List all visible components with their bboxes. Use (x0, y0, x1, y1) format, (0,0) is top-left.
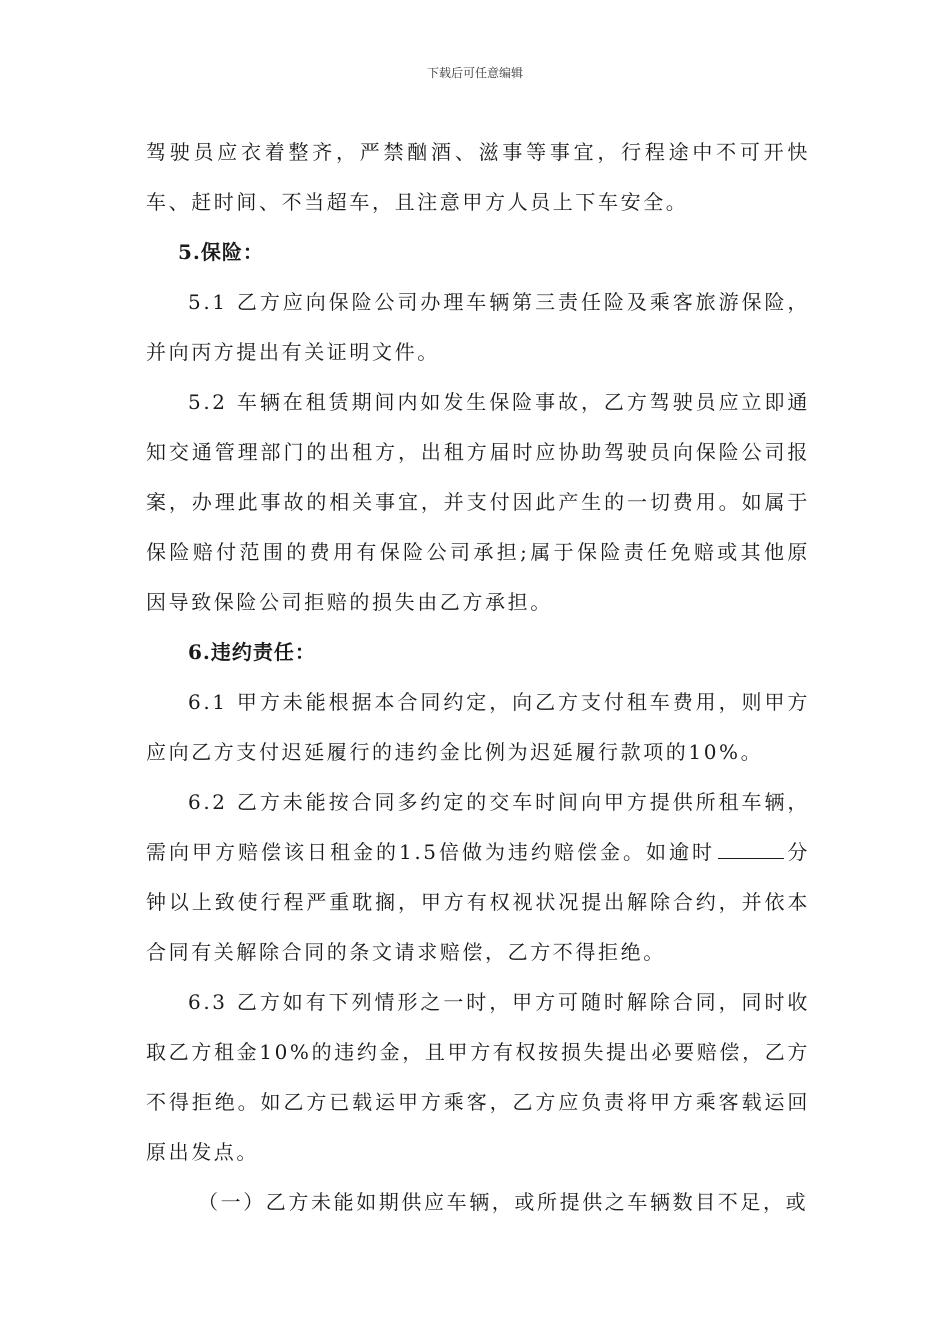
paragraph-6-1: 6.1 甲方未能根据本合同约定，向乙方支付租车费用，则甲方应向乙方支付迟延履行的违约金比例为迟延履行款项的10%。 (146, 690, 810, 764)
list-item-1: （一）乙方未能如期供应车辆，或所提供之车辆数目不足，或 (198, 1190, 809, 1214)
section-heading-insurance: 5.保险： (178, 240, 264, 264)
paragraph-6-3: 6.3 乙方如有下列情形之一时，甲方可随时解除合同，同时收取乙方租金10%的违约金，且甲方有权按损失提出必要赔偿，乙方不得拒绝。如乙方已载运甲方乘客，乙方应负责将甲方乘客载运回原出发点。 (146, 990, 810, 1164)
paragraph-5-1: 5.1 乙方应向保险公司办理车辆第三责任险及乘客旅游保险，并向丙方提出有关证明文件。 (146, 290, 810, 364)
paragraph-5-2: 5.2 车辆在租赁期间内如发生保险事故，乙方驾驶员应立即通知交通管理部门的出租方，出租方届时应协助驾驶员向保险公司报案，办理此事故的相关事宜，并支付因此产生的一切费用。如属于保险赔付范围的费用有保险公司承担;属于保险责任免赔或其他原因导致保险公司拒赔的损失由乙方承担。 (146, 390, 810, 614)
paragraph-6-2-part-a: 6.2 乙方未能按合同多约定的交车时间向甲方提供所租车辆，需向甲方赔偿该日租金的1.5倍做为违约赔偿金。如逾时 (146, 790, 810, 864)
paragraph-6-2 (146, 777, 810, 977)
paragraph-6-2-part-b: 分钟以上致使行程严重耽搁，甲方有权视状况提出解除合约，并依本合同有关解除合同的条文请求赔偿，乙方不得拒绝。 (146, 840, 810, 964)
page-header-note: 下载后可任意编辑 (426, 66, 523, 80)
fill-in-blank-minutes (718, 836, 784, 859)
document-body (146, 127, 810, 1227)
paragraph-intro: 驾驶员应衣着整齐，严禁酗酒、滋事等事宜，行程途中不可开快车、赶时间、不当超车，且注意甲方人员上下车安全。 (146, 140, 810, 214)
section-heading-breach-liability: 6.违约责任： (188, 640, 316, 664)
